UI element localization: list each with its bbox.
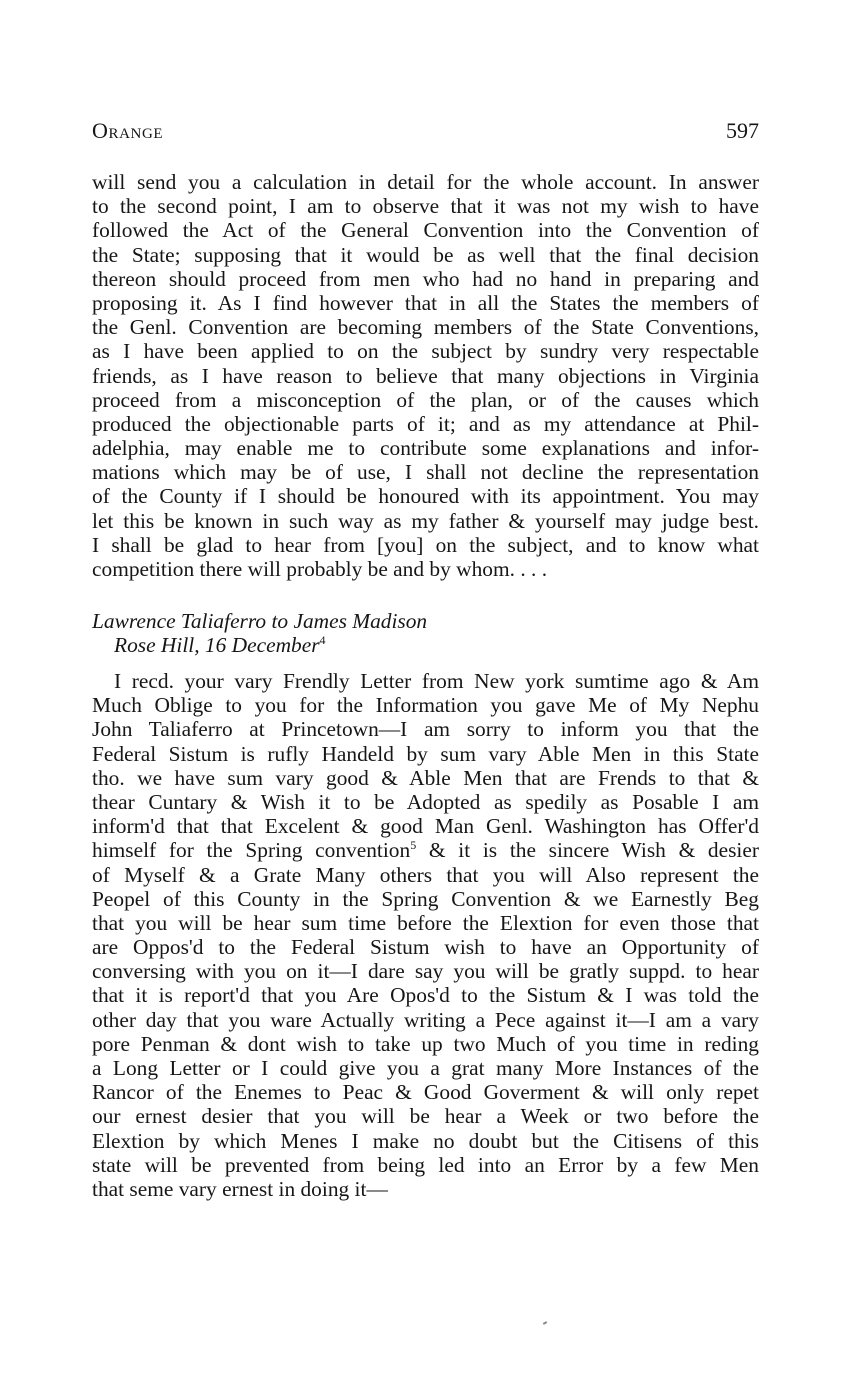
text-line: Elextion by which Menes I make no doubt but the Citisens of this — [92, 1128, 759, 1153]
text-line: that it is report'd that you Are Opos'd to the Sistum & I was told the — [92, 983, 759, 1008]
text-line: inform'd that that Excelent & good Man Genl. Washington has Offer'd — [92, 814, 759, 839]
text-line: that you will be hear sum time before the Elextion for even those that — [92, 910, 759, 935]
text-line: I shall be glad to hear from [you] on the subject, and to know what — [92, 532, 759, 557]
text-line: are Oppos'd to the Federal Sistum wish to have an Opportunity of — [92, 935, 759, 960]
text-line: to the second point, I am to observe that it was not my wish to have — [92, 194, 759, 219]
text-line: followed the Act of the General Convention into the Convention of — [92, 218, 759, 243]
text-line: proposing it. As I find however that in all the States the members of — [92, 290, 759, 315]
paper-speck — [543, 1321, 547, 1325]
letter-body — [92, 669, 759, 1201]
dateline-text: Rose Hill, 16 December — [114, 633, 320, 658]
text-line: as I have been applied to on the subject by sundry very respectable — [92, 339, 759, 364]
text-line: I recd. your vary Frendly Letter from New york sumtime ago & Am — [114, 669, 759, 693]
text-line: Rancor of the Enemes to Peac & Good Goverment & will only repet — [92, 1080, 759, 1105]
text-line-part: himself for the Spring convention — [92, 838, 411, 863]
text-line: that seme vary ernest in doing it— — [92, 1176, 388, 1201]
text-line: competition there will probably be and by whom. . . . — [92, 557, 548, 581]
text-line: produced the objectionable parts of it; and as my attendance at Phil- — [92, 411, 759, 436]
text-line — [92, 838, 759, 862]
text-line: friends, as I have reason to believe that many objections in Virginia — [92, 363, 759, 388]
text-line: let this be known in such way as my father & yourself may judge best. — [92, 508, 759, 533]
text-line: a Long Letter or I could give you a grat many More Instances of the — [92, 1056, 759, 1080]
text-line: pore Penman & dont wish to take up two Much of you time in reding — [92, 1031, 759, 1056]
text-line: other day that you ware Actually writing a Pece against it—I am a vary — [92, 1007, 759, 1032]
text-line: of the County if I should be honoured with its appointment. You may — [92, 484, 759, 509]
letter-heading — [92, 609, 759, 657]
text-line: proceed from a misconception of the plan, or of the causes which — [92, 387, 759, 412]
text-line: tho. we have sum vary good & Able Men that are Frends to that & — [92, 765, 759, 790]
footnote-reference: 5 — [410, 838, 417, 853]
text-line: Much Oblige to you for the Information you gave Me of My Nephu — [92, 693, 759, 718]
text-line: our ernest desier that you will be hear a Week or two before the — [92, 1104, 759, 1129]
text-line: will send you a calculation in detail for the whole account. In answer — [92, 170, 759, 194]
text-line: adelphia, may enable me to contribute some explanations and infor- — [92, 436, 759, 461]
text-line: state will be prevented from being led into an Error by a few Men — [92, 1152, 759, 1177]
text-line: the Genl. Convention are becoming members of the State Conventions, — [92, 315, 759, 340]
text-line: the State; supposing that it would be as well that the final decision — [92, 242, 759, 267]
text-line: mations which may be of use, I shall not decline the representation — [92, 460, 759, 485]
paragraph-continued — [92, 170, 759, 581]
text-line: Federal Sistum is rufly Handeld by sum vary Able Men in this State — [92, 741, 759, 766]
text-line: of Myself & a Grate Many others that you will Also represent the — [92, 862, 759, 887]
text-line: thereon should proceed from men who had no hand in preparing and — [92, 266, 759, 291]
footnote-reference: 4 — [319, 633, 326, 648]
text-line: John Taliaferro at Princetown—I am sorry to inform you that the — [92, 717, 759, 742]
letter-title: Lawrence Taliaferro to James Madison — [92, 609, 428, 633]
text-line: Peopel of this County in the Spring Convention & we Earnestly Beg — [92, 886, 759, 911]
section-title: Orange — [92, 118, 164, 143]
running-head — [92, 118, 759, 148]
text-line-part: & it is the sincere Wish & desier — [416, 838, 759, 863]
page-number: 597 — [726, 118, 759, 143]
letter-dateline — [92, 633, 759, 657]
text-line: conversing with you on it—I dare say you will be gratly suppd. to hear — [92, 959, 759, 984]
text-line: thear Cuntary & Wish it to be Adopted as spedily as Posable I am — [92, 789, 759, 814]
